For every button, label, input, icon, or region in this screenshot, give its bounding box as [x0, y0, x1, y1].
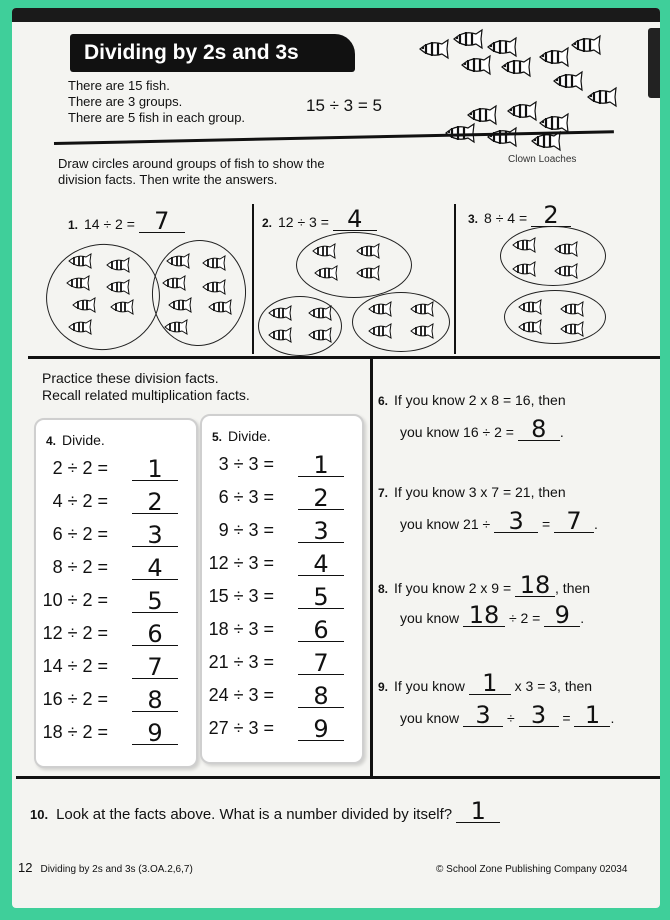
answer-field[interactable]: 3 [463, 704, 503, 727]
answer-field[interactable]: 7 [298, 652, 344, 675]
question-6-line1 [378, 392, 566, 408]
question-text: Look at the facts above. What is a number divided by itself? [56, 806, 453, 823]
answer-field[interactable]: 8 [518, 418, 560, 441]
problem-number: 1. [68, 218, 79, 232]
answer-field[interactable]: 7 [132, 656, 178, 679]
question-text: = [562, 710, 571, 726]
problem-expression: 8 ÷ 4 = [484, 210, 528, 226]
answer-field[interactable]: 1 [298, 454, 344, 477]
question-text: If you know 3 x 7 = 21, then [394, 484, 566, 500]
panel-heading [212, 428, 271, 444]
answer-field[interactable]: 8 [132, 689, 178, 712]
fact-expression: 8 ÷ 2 = [52, 557, 108, 577]
question-7-line2 [400, 507, 598, 535]
intro-line: There are 3 groups. [68, 94, 183, 109]
fact-expression: 16 ÷ 2 = [42, 689, 108, 709]
fact-expression: 18 ÷ 2 = [42, 722, 108, 742]
answer-field[interactable]: 1 [132, 458, 178, 481]
answer-field[interactable]: 9 [544, 604, 580, 627]
instruction-line: Practice these division facts. [42, 370, 219, 386]
fact-expression: 2 ÷ 2 = [52, 458, 108, 478]
answer-field[interactable]: 3 [298, 520, 344, 543]
answer-field[interactable]: 9 [298, 718, 344, 741]
problem-number: 3. [468, 212, 479, 226]
fact-expression: 15 ÷ 3 = [208, 586, 274, 606]
fish-caption: Clown Loaches [508, 154, 577, 165]
answer-field[interactable]: 2 [298, 487, 344, 510]
question-text: you know 16 ÷ 2 = [400, 424, 514, 440]
problem-expression: 12 ÷ 3 = [278, 214, 329, 230]
divide-by-3-panel [200, 414, 364, 764]
answer-field[interactable]: 6 [132, 623, 178, 646]
fact-expression: 9 ÷ 3 = [218, 520, 274, 540]
divide-by-2-panel [34, 418, 198, 768]
question-text: you know [400, 710, 460, 726]
question-text: If you know 2 x 9 = [394, 580, 512, 596]
answer-field[interactable]: 18 [463, 604, 505, 627]
problem-number: 2. [262, 216, 273, 230]
practice-instructions [42, 370, 250, 404]
answer-field[interactable]: 4 [333, 208, 377, 231]
answer-field[interactable]: 18 [515, 574, 555, 597]
answer-field[interactable]: 3 [494, 510, 538, 533]
problem-number: 4. [46, 434, 57, 448]
intro-line: There are 15 fish. [68, 78, 170, 93]
question-8-line2 [400, 601, 585, 629]
question-text: ÷ [506, 710, 515, 726]
page-number: 12 [18, 860, 33, 875]
question-text: If you know 2 x 8 = 16, then [394, 392, 566, 408]
panel-heading [46, 432, 105, 448]
fact-expression: 18 ÷ 3 = [208, 619, 274, 639]
fact-expression: 21 ÷ 3 = [208, 652, 274, 672]
footer-left [18, 860, 193, 875]
instruction-line: Recall related multiplication facts. [42, 387, 250, 403]
question-8-line1 [378, 571, 591, 599]
answer-field[interactable]: 9 [132, 722, 178, 745]
answer-field[interactable]: 4 [132, 557, 178, 580]
fish-groups-illustration [12, 8, 660, 368]
answer-field[interactable]: 2 [132, 491, 178, 514]
fact-expression: 12 ÷ 2 = [42, 623, 108, 643]
problem-number: 6. [378, 394, 389, 408]
fact-expression: 4 ÷ 2 = [52, 491, 108, 511]
fact-expression: 10 ÷ 2 = [42, 590, 108, 610]
section-divider [16, 776, 660, 779]
punctuation: . [559, 424, 564, 440]
problem-number: 7. [378, 486, 389, 500]
footer-title: Dividing by 2s and 3s (3.OA.2,6,7) [40, 864, 193, 875]
fact-expression: 12 ÷ 3 = [208, 553, 274, 573]
fact-expression: 24 ÷ 3 = [208, 685, 274, 705]
punctuation: . [610, 710, 615, 726]
instruction-line: Draw circles around groups of fish to show the [58, 156, 325, 171]
fact-expression: 6 ÷ 3 = [218, 487, 274, 507]
question-text: If you know [394, 678, 465, 694]
worksheet-title: Dividing by 2s and 3s [70, 34, 355, 72]
problem-number: 8. [378, 582, 389, 596]
question-9-line1 [378, 669, 593, 697]
panel-label: Divide. [228, 428, 271, 444]
question-6-line2 [400, 415, 564, 443]
answer-field[interactable]: 5 [132, 590, 178, 613]
answer-field[interactable]: 2 [531, 204, 571, 227]
punctuation: . [594, 516, 598, 532]
question-text: you know 21 ÷ [400, 516, 491, 532]
fact-expression: 27 ÷ 3 = [208, 718, 274, 738]
question-10 [30, 797, 500, 825]
question-text: x 3 = 3, then [514, 678, 593, 694]
worksheet-page [12, 8, 660, 908]
answer-field[interactable]: 1 [574, 704, 610, 727]
problem-expression: 14 ÷ 2 = [84, 216, 135, 232]
answer-field[interactable]: 8 [298, 685, 344, 708]
answer-field[interactable]: 3 [132, 524, 178, 547]
question-7-line1 [378, 484, 566, 500]
answer-field[interactable]: 7 [554, 510, 594, 533]
answer-field[interactable]: 4 [298, 553, 344, 576]
question-text: ÷ 2 = [508, 610, 541, 626]
intro-line: There are 5 fish in each group. [68, 110, 246, 125]
problem-number: 9. [378, 680, 389, 694]
instruction-line: division facts. Then write the answers. [58, 172, 278, 187]
fact-expression: 3 ÷ 3 = [218, 454, 274, 474]
problem-number: 5. [212, 430, 223, 444]
fact-expression: 14 ÷ 2 = [42, 656, 108, 676]
intro-equation: 15 ÷ 3 = 5 [306, 96, 382, 115]
panel-label: Divide. [62, 432, 105, 448]
fact-expression: 6 ÷ 2 = [52, 524, 108, 544]
question-text: = [541, 516, 551, 532]
problem-number: 10. [30, 807, 49, 822]
question-text: you know [400, 610, 460, 626]
section-divider [28, 356, 660, 359]
answer-field[interactable]: 6 [298, 619, 344, 642]
answer-field[interactable]: 1 [469, 672, 511, 695]
answer-field[interactable]: 7 [139, 210, 185, 233]
question-text: , then [555, 580, 591, 596]
footer-publisher: © School Zone Publishing Company 02034 [436, 864, 628, 875]
column-divider [370, 358, 373, 778]
answer-field[interactable]: 5 [298, 586, 344, 609]
punctuation: . [580, 610, 585, 626]
question-9-line2 [400, 701, 615, 729]
answer-field[interactable]: 3 [519, 704, 559, 727]
answer-field[interactable]: 1 [456, 800, 500, 823]
